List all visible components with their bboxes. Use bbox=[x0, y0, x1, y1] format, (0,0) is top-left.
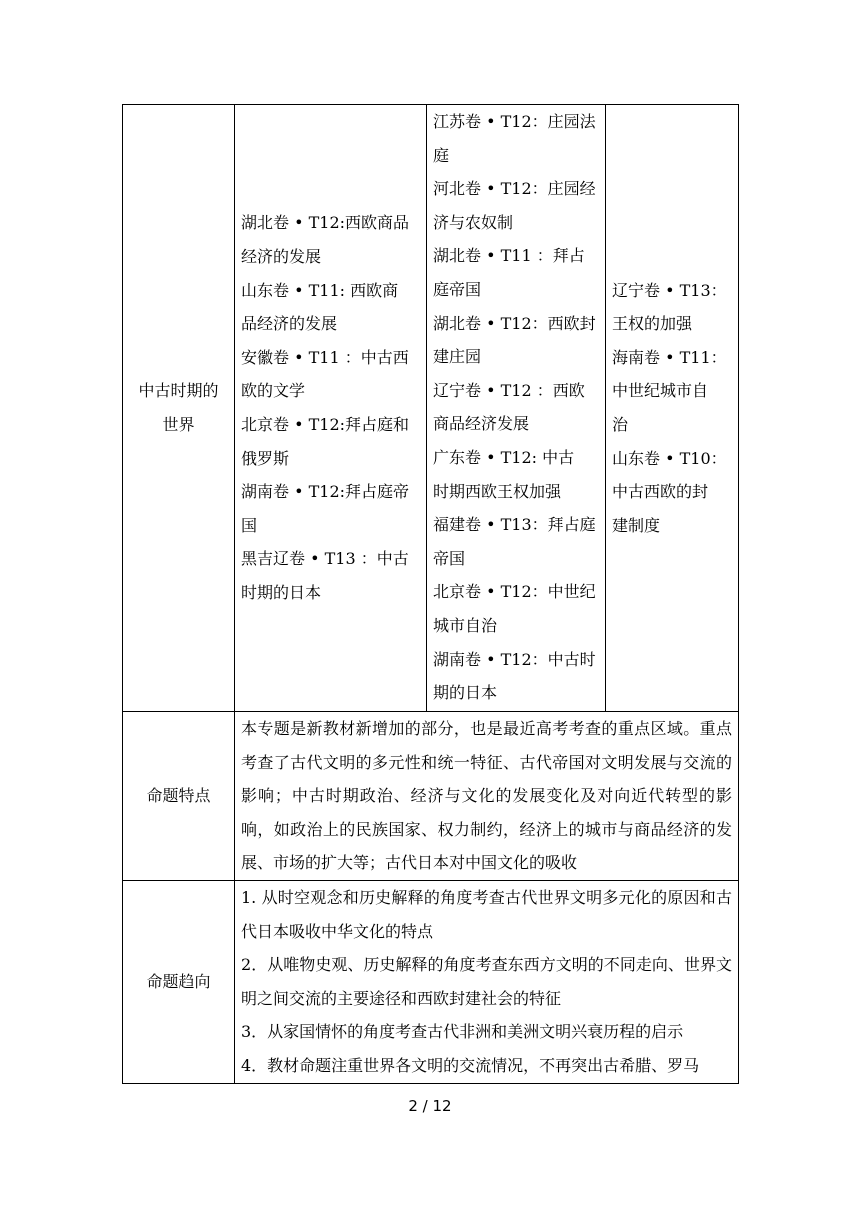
row-label-line: 世界 bbox=[162, 415, 195, 434]
exam-entry-line: 湖北卷 • T12：西欧封 bbox=[433, 313, 596, 333]
exam-entry-line: 福建卷 • T13：拜占庭 bbox=[433, 515, 596, 535]
exam-entry-line: 山东卷 • T11: 西欧商 bbox=[241, 280, 399, 300]
exam-entry-line: 欧的文学 bbox=[241, 381, 306, 401]
exam-entry-line: 河北卷 • T12：庄园经 bbox=[433, 179, 596, 199]
exam-entry-line: 国 bbox=[241, 515, 258, 535]
exam-entry-line: 治 bbox=[612, 415, 629, 434]
exam-entry-line: 时期的日本 bbox=[241, 582, 322, 602]
exam-entry-line: 江苏卷 • T12：庄园法 bbox=[433, 112, 596, 131]
exam-entry-line: 经济的发展 bbox=[241, 247, 322, 267]
table-row-medieval-world bbox=[123, 105, 739, 712]
exam-entry-line: 北京卷 • T12:拜占庭和 bbox=[241, 415, 410, 434]
exam-entry-line: 期的日本 bbox=[433, 683, 498, 703]
exam-entry-line: 中古西欧的封 bbox=[612, 482, 709, 502]
exam-entry-line: 辽宁卷 • T13： bbox=[612, 280, 727, 300]
exam-entry-line: 北京卷 • T12：中世纪 bbox=[433, 582, 596, 602]
exam-entry-line: 品经济的发展 bbox=[241, 314, 338, 334]
exam-entry-line: 海南卷 • T11： bbox=[612, 347, 727, 367]
exam-entry-line: 庭 bbox=[433, 145, 450, 165]
exam-entry-line: 中世纪城市自 bbox=[612, 381, 709, 401]
row-label-features: 命题特点 bbox=[123, 712, 235, 881]
exam-entry-line: 时期西欧王权加强 bbox=[433, 481, 562, 501]
cell-exam-list-col2 bbox=[427, 105, 606, 712]
exam-entry-line: 黑吉辽卷 • T13 ：中古 bbox=[241, 549, 409, 569]
exam-entry-line: 城市自治 bbox=[433, 615, 498, 635]
exam-entry-line: 安徽卷 • T11 ：中古西 bbox=[241, 347, 409, 367]
exam-entry-line: 俄罗斯 bbox=[241, 448, 290, 468]
exam-entry-line: 济与农奴制 bbox=[433, 212, 514, 232]
exam-entry-line: 建庄园 bbox=[433, 347, 482, 367]
exam-entry-line: 商品经济发展 bbox=[433, 414, 530, 434]
cell-trends-list bbox=[235, 881, 739, 1084]
exam-entry-line: 广东卷 • T12: 中古 bbox=[433, 447, 575, 467]
trend-item: 3．从家国情怀的角度考查古代非洲和美洲文明兴衰历程的启示 bbox=[241, 1022, 684, 1042]
table-row-trends bbox=[123, 881, 739, 1084]
exam-entry-line: 湖北卷 • T12:西欧商品 bbox=[241, 213, 410, 233]
exam-entry-line: 庭帝国 bbox=[433, 279, 482, 299]
exam-entry-line: 湖南卷 • T12:拜占庭帝 bbox=[241, 482, 410, 502]
page-number: 2 / 12 bbox=[408, 1097, 452, 1115]
table-row-features bbox=[123, 712, 739, 881]
exam-entry-line: 山东卷 • T10： bbox=[612, 448, 727, 468]
exam-entry-line: 湖北卷 • T11 ：拜占 bbox=[433, 246, 585, 266]
row-label-medieval-world bbox=[123, 105, 235, 712]
cell-features-text: 本专题是新教材新增加的部分，也是最近高考考查的重点区域。重点考查了古代文明的多元性和统一特征、古代帝国对文明发展与交流的影响；中古时期政治、经济与文化的发展变化及对向近代转型的影响，如政治上的民族国家、权力制约，经济上的城市与商品经济的发展、市场的扩大等；古代日本对中国文化的吸收 bbox=[235, 712, 739, 881]
trend-item: 1. 从时空观念和历史解释的角度考查古代世界文明多元化的原因和古代日本吸收中华文化的特点 bbox=[241, 888, 732, 941]
exam-entry-line: 建制度 bbox=[612, 515, 661, 535]
exam-entry-line: 湖南卷 • T12：中古时 bbox=[433, 649, 596, 669]
exam-entry-line: 王权的加强 bbox=[612, 314, 693, 334]
exam-entry-line: 帝国 bbox=[433, 548, 466, 568]
row-label-trends: 命题趋向 bbox=[123, 881, 235, 1084]
exam-entry-line: 辽宁卷 • T12 ：西欧 bbox=[433, 380, 585, 400]
cell-exam-list-col1 bbox=[235, 105, 427, 712]
exam-analysis-table bbox=[122, 104, 739, 1084]
trend-item: 4．教材命题注重世界各文明的交流情况，不再突出古希腊、罗马 bbox=[241, 1055, 700, 1075]
row-label-line: 中古时期的 bbox=[138, 381, 219, 401]
cell-exam-list-col3 bbox=[606, 105, 739, 712]
trend-item: 2．从唯物史观、历史解释的角度考查东西方文明的不同走向、世界文明之间交流的主要途径和西欧封建社会的特征 bbox=[241, 955, 732, 1008]
